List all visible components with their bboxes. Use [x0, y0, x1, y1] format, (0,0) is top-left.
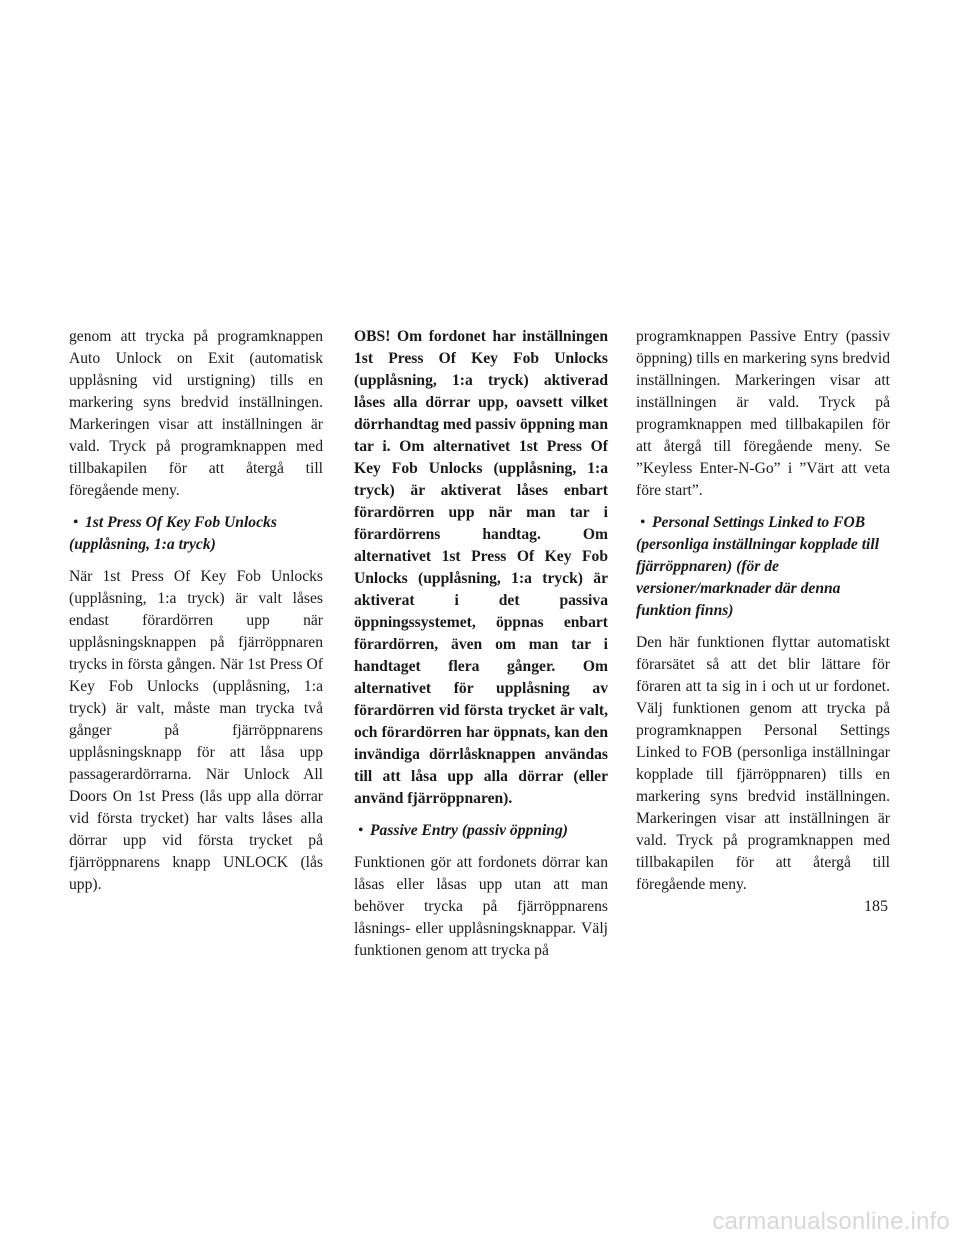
- page-number: 185: [864, 898, 888, 915]
- bullet-icon: •: [640, 514, 646, 531]
- watermark: carmanualsonline.info: [712, 1208, 950, 1235]
- bullet-heading-personal-settings: [636, 512, 890, 622]
- bullet-icon: •: [73, 514, 79, 531]
- paragraph-passive-entry-cont: programknappen Passive Entry (passiv öppning) tills en markering syns bredvid inställningen. Markeringen visar att inställningen är vald. Tryck på programknappen med tillbakapilen för att återgå till föregående meny. Se ”Keyless Enter-N-Go” i ”Värt att veta före start”.: [636, 328, 890, 499]
- bullet-heading-text: 1st Press Of Key Fob Unlocks (upplåsning, 1:a tryck): [69, 514, 277, 553]
- bullet-heading-text: Personal Settings Linked to FOB (personliga inställningar kopplade till fjärröppnaren) (för de versioner/marknader där denna funktion finns): [636, 514, 880, 619]
- note-paragraph: OBS! Om fordonet har inställningen 1st Press Of Key Fob Unlocks (upplåsning, 1:a tryck) aktiverad låses alla dörrar upp, oavsett vilket dörrhandtag med passiv öppning man tar i. Om alternativet 1st Press Of Key Fob Unlocks (upplåsning, 1:a tryck) är aktiverat låses enbart förardörren upp när man tar i förardörrens handtag. Om alternativet 1st Press Of Key Fob Unlocks (upplåsning, 1:a tryck) är aktiverat i det passiva öppningssystemet, öppnas enbart förardörren, även om man tar i handtaget flera gånger. Om alternativet för upplåsning av förardörren vid första trycket är valt, och förardörren har öppnats, kan den invändiga dörrlåsknappen användas till att låsa upp alla dörrar (eller använd fjärröppnaren).: [354, 328, 608, 807]
- paragraph-auto-unlock: genom att trycka på programknappen Auto Unlock on Exit (automatisk upplåsning vid urstigning) tills en markering syns bredvid inställningen. Markeringen visar att inställningen är vald. Tryck på programknappen med tillbakapilen för att återgå till föregående meny.: [69, 328, 323, 499]
- paragraph-1st-press: När 1st Press Of Key Fob Unlocks (upplåsning, 1:a tryck) är valt låses endast förardörren upp när upplåsningsknappen på fjärröppnaren trycks in första gången. När 1st Press Of Key Fob Unlocks (upplåsning, 1:a tryck) är valt, måste man trycka två gånger på fjärröppnarens upplåsningsknapp för att låsa upp passagerardörrarna. När Unlock All Doors On 1st Press (lås upp alla dörrar vid första trycket) har valts låses alla dörrar upp vid första trycket på fjärröppnarens knapp UNLOCK (lås upp).: [69, 568, 323, 893]
- bullet-heading-1st-press: [69, 512, 323, 556]
- bullet-heading-text: Passive Entry (passiv öppning): [370, 822, 568, 839]
- bullet-icon: •: [358, 822, 364, 839]
- paragraph-personal-settings: Den här funktionen flyttar automatiskt förarsätet så att det blir lättare för föraren att ta sig in i och ut ur fordonet. Välj funktionen genom att trycka på programknappen Personal Settings Linked to FOB (personliga inställningar kopplade till fjärröppnaren) tills en markering syns bredvid inställningen. Markeringen visar att inställningen är vald. Tryck på programknappen med tillbakapilen för att återgå till föregående meny.: [636, 634, 890, 893]
- text-column-2: [354, 326, 608, 972]
- text-column-3: [636, 326, 890, 906]
- paragraph-passive-entry: Funktionen gör att fordonets dörrar kan låsas eller låsas upp utan att man behöver trycka på fjärröppnarens låsnings- eller upplåsningsknappar. Välj funktionen genom att trycka på: [354, 854, 608, 959]
- text-column-1: [69, 326, 323, 906]
- bullet-heading-passive-entry: [354, 820, 608, 842]
